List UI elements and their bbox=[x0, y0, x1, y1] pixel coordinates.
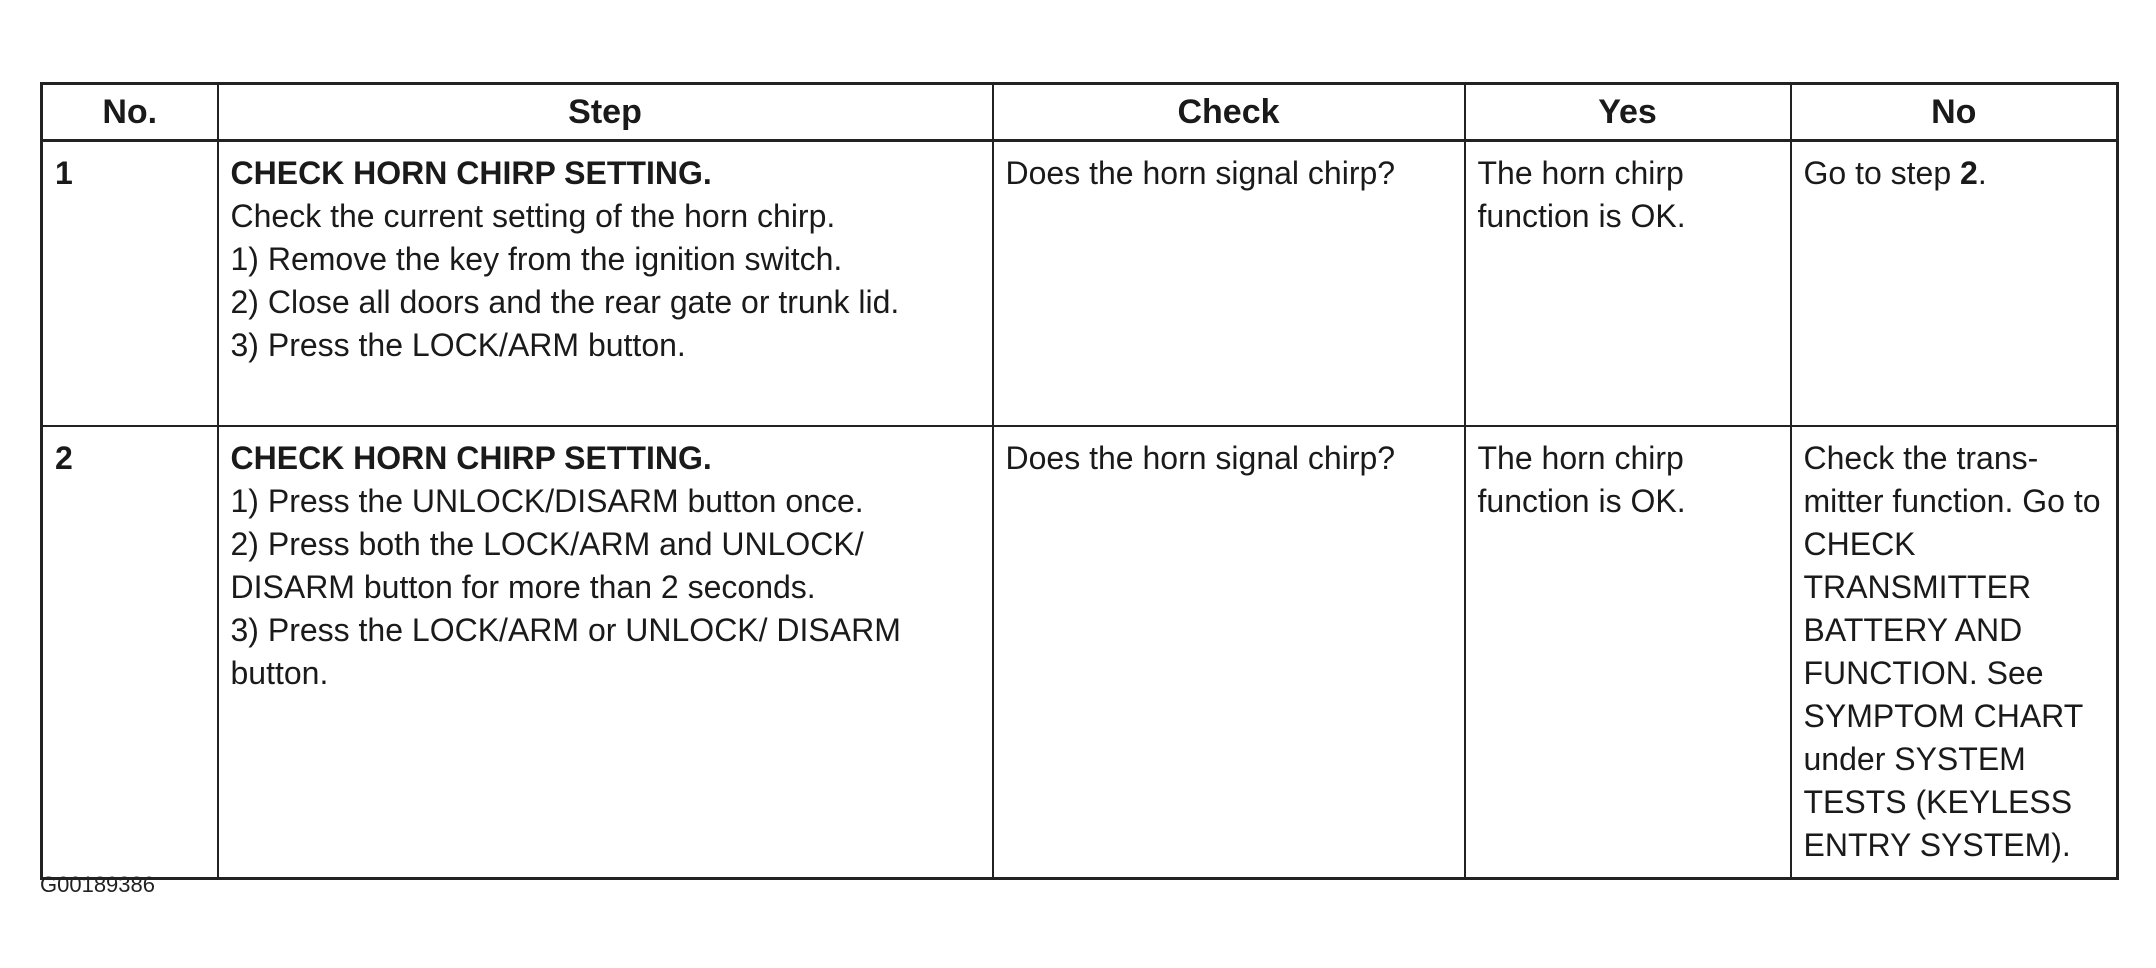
yes-cell: The horn chirp function is OK. bbox=[1465, 141, 1791, 427]
header-check: Check bbox=[993, 84, 1465, 141]
step-line: 2) Press both the LOCK/ARM and UNLOCK/ DISARM button for more than 2 seconds. bbox=[230, 526, 864, 605]
step-title: CHECK HORN CHIRP SETTING. bbox=[230, 440, 712, 476]
check-cell: Does the horn signal chirp? bbox=[993, 141, 1465, 427]
row-number bbox=[42, 426, 218, 879]
header-no-answer: No bbox=[1791, 84, 2118, 141]
header-no: No. bbox=[42, 84, 218, 141]
step-line: 1) Press the UNLOCK/DISARM button once. bbox=[230, 483, 864, 519]
header-yes: Yes bbox=[1465, 84, 1791, 141]
diagnostic-table-container bbox=[40, 82, 2116, 880]
yes-cell: The horn chirp function is OK. bbox=[1465, 426, 1791, 879]
no-cell: Check the trans-mitter function. Go to CHECK TRANSMITTER BATTERY AND FUNCTION. See SYMPTOM CHART under SYSTEM TESTS (KEYLESS ENTRY SYSTEM). bbox=[1791, 426, 2118, 879]
check-cell: Does the horn signal chirp? bbox=[993, 426, 1465, 879]
step-cell bbox=[218, 141, 993, 427]
step-cell bbox=[218, 426, 993, 879]
table-row bbox=[42, 426, 2118, 879]
step-line: 3) Press the LOCK/ARM button. bbox=[230, 327, 686, 363]
diagnostic-table bbox=[40, 82, 2119, 880]
row-number-text: 1 bbox=[55, 155, 73, 191]
step-line: Check the current setting of the horn chirp. bbox=[230, 198, 836, 234]
row-number-text: 2 bbox=[55, 440, 73, 476]
table-row bbox=[42, 141, 2118, 427]
step-line: 2) Close all doors and the rear gate or trunk lid. bbox=[230, 284, 900, 320]
no-cell-prefix: Go to step bbox=[1803, 155, 1961, 191]
no-cell-suffix: . bbox=[1977, 155, 1987, 191]
step-line: 3) Press the LOCK/ARM or UNLOCK/ DISARM button. bbox=[230, 612, 901, 691]
header-step: Step bbox=[218, 84, 993, 141]
table-header-row bbox=[42, 84, 2118, 141]
figure-id: G00189386 bbox=[40, 872, 155, 897]
row-number bbox=[42, 141, 218, 427]
step-line: 1) Remove the key from the ignition switch. bbox=[230, 241, 843, 277]
no-cell-step-ref: 2 bbox=[1960, 155, 1978, 191]
step-title: CHECK HORN CHIRP SETTING. bbox=[230, 155, 712, 191]
no-cell bbox=[1791, 141, 2118, 427]
